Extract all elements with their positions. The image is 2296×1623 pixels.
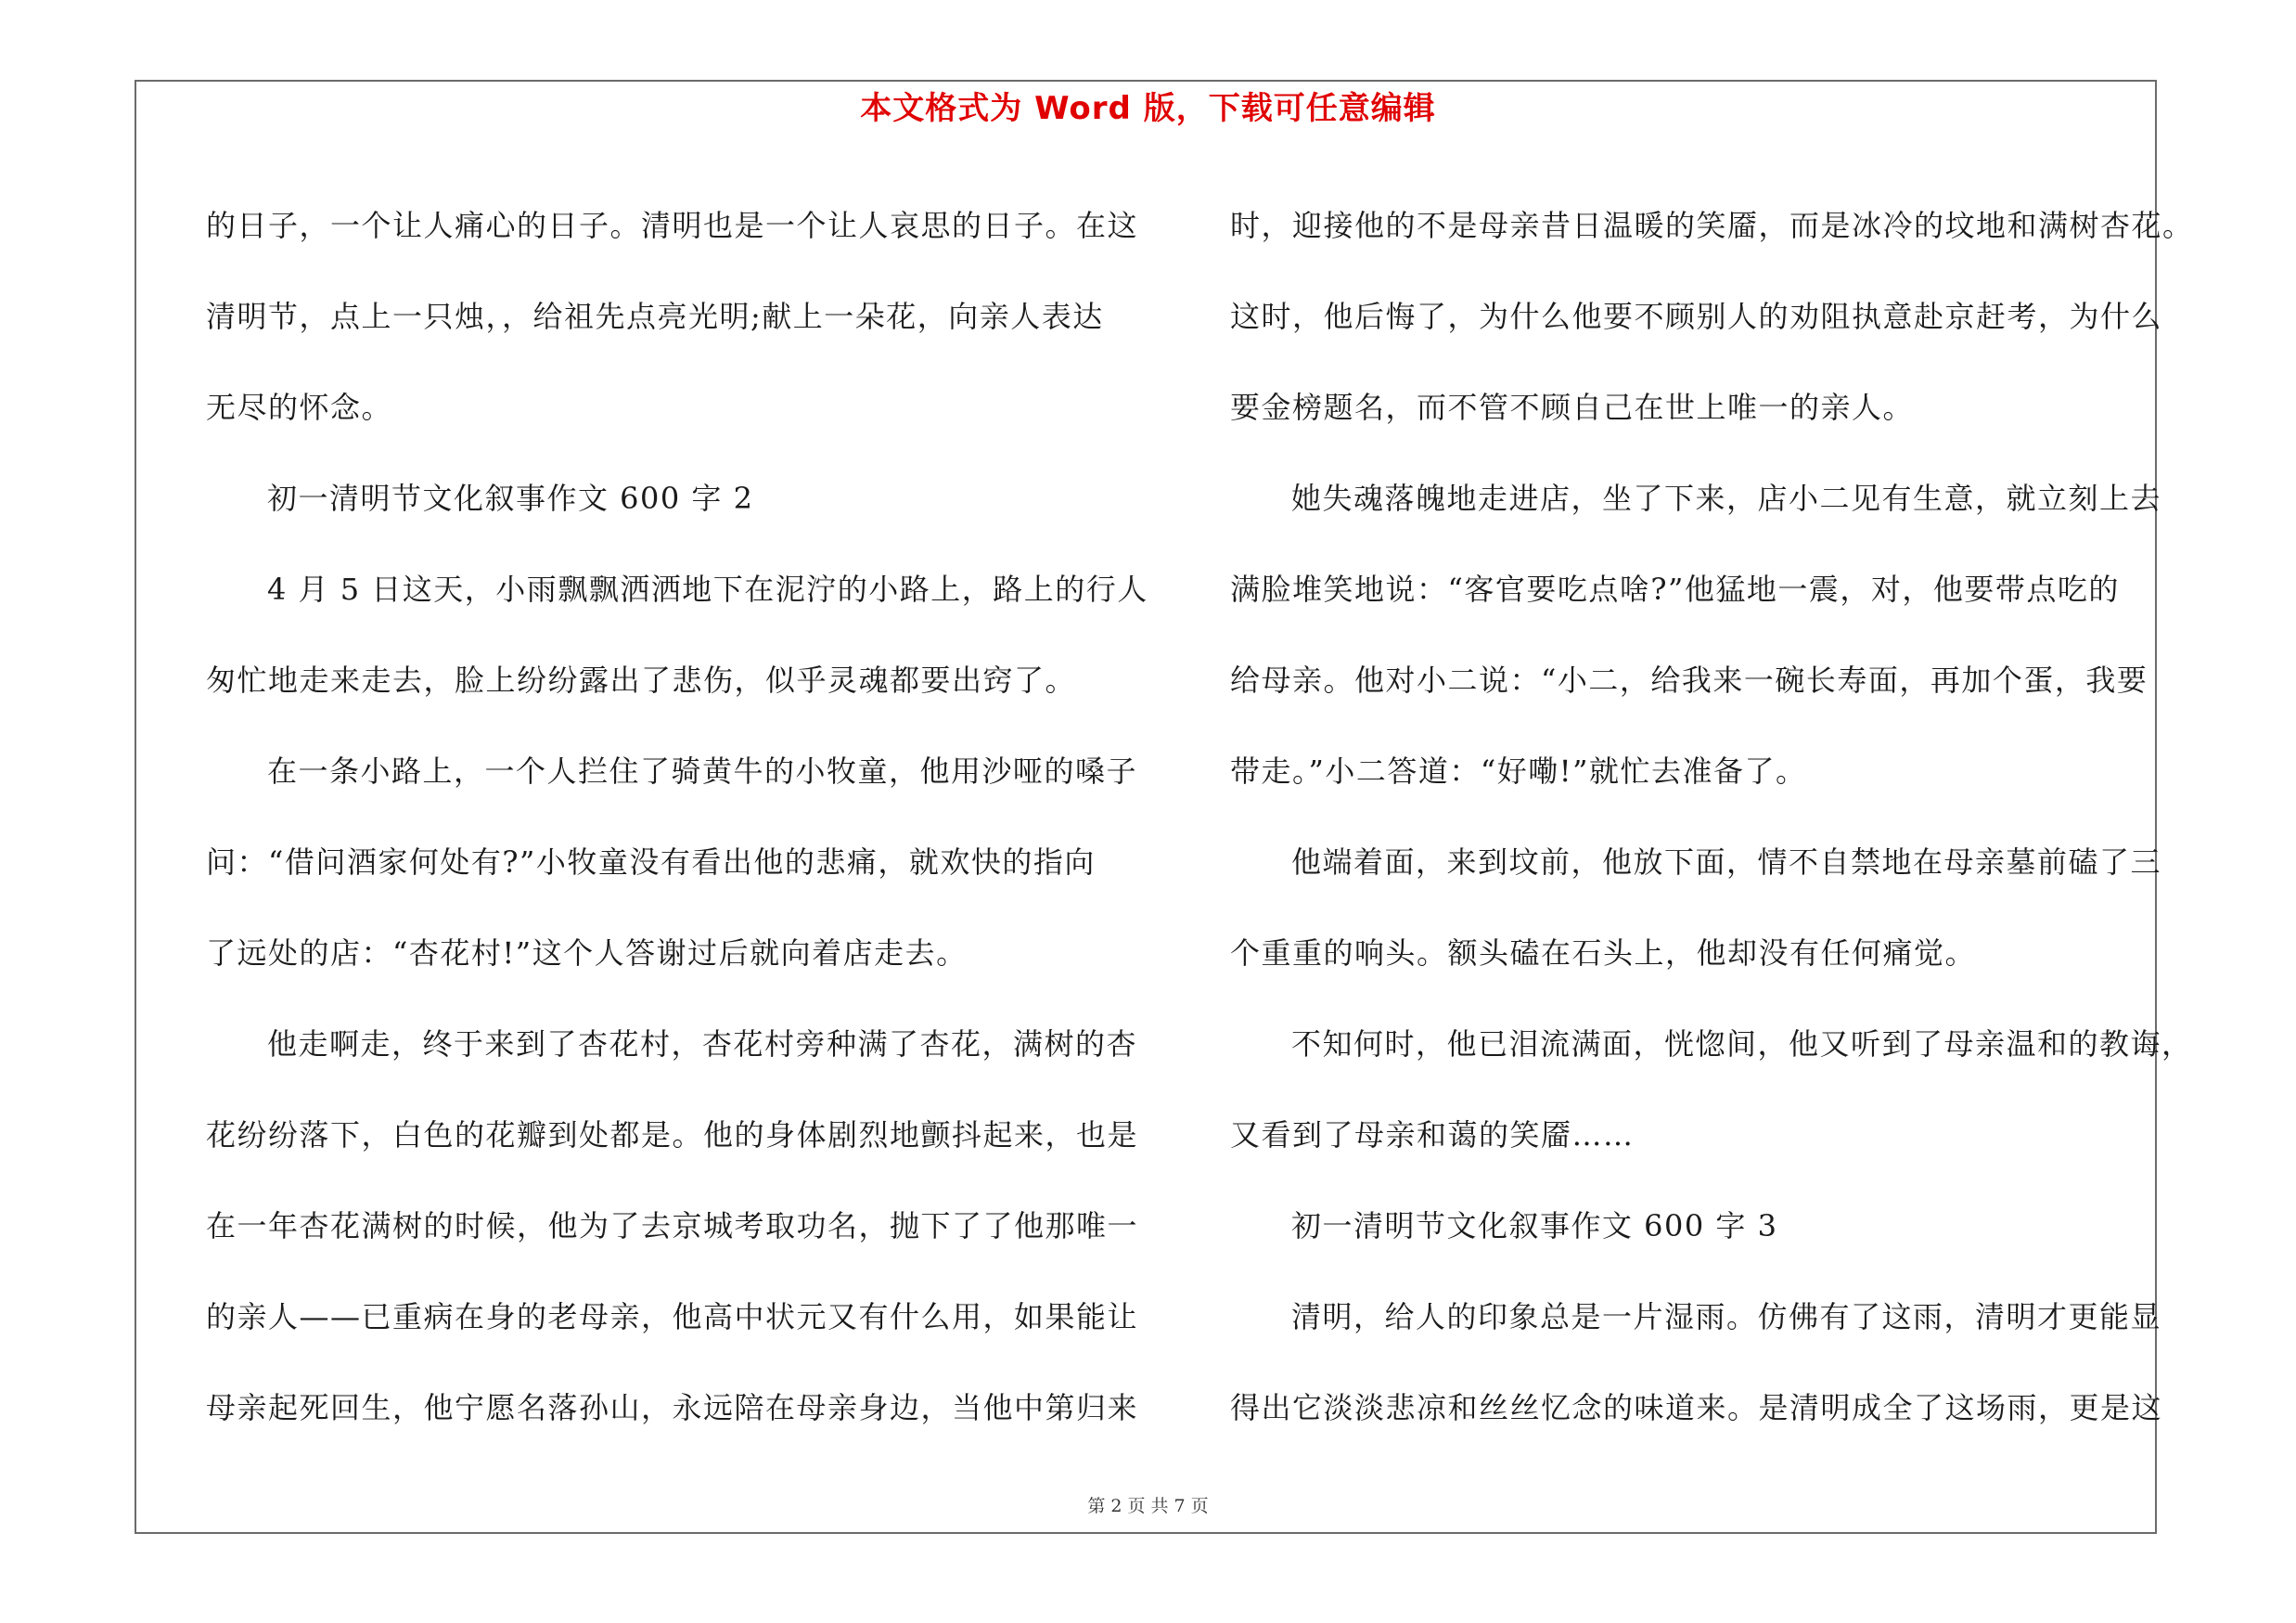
section-heading: 初一清明节文化叙事作文 600 字 3 (1291, 1208, 1778, 1243)
text-line: 他端着面，来到坟前，他放下面，情不自禁地在母亲墓前磕了三 (1291, 844, 2162, 880)
text-line: 了远处的店：“杏花村!”这个人答谢过后就向着店走去。 (206, 935, 968, 971)
text-line: 她失魂落魄地走进店，坐了下来，店小二见有生意，就立刻上去 (1291, 481, 2162, 516)
text-line: 的日子，一个让人痛心的日子。清明也是一个让人哀思的日子。在这 (206, 208, 1139, 243)
section-heading: 初一清明节文化叙事作文 600 字 2 (267, 481, 754, 516)
text-line: 在一年杏花满树的时候，他为了去京城考取功名，抛下了了他那唯一 (206, 1208, 1139, 1243)
text-line: 要金榜题名，而不管不顾自己在世上唯一的亲人。 (1230, 390, 1915, 425)
text-line: 得出它淡淡悲凉和丝丝忆念的味道来。是清明成全了这场雨，更是这 (1230, 1390, 2163, 1425)
text-line: 无尽的怀念。 (206, 390, 393, 425)
text-line: 问：“借问酒家何处有?”小牧童没有看出他的悲痛，就欢快的指向 (206, 844, 1096, 880)
text-line: 母亲起死回生，他宁愿名落孙山，永远陪在母亲身边，当他中第归来 (206, 1390, 1139, 1425)
document-header-title: 本文格式为 Word 版，下载可任意编辑 (860, 90, 1436, 127)
text-line: 带走。”小二答道：“好嘞!”就忙去准备了。 (1230, 754, 1807, 789)
right-text-column (1230, 180, 2194, 1453)
text-line: 又看到了母亲和蔼的笑靥…… (1230, 1117, 1635, 1153)
text-line: 清明，给人的印象总是一片湿雨。仿佛有了这雨，清明才更能显 (1291, 1299, 2162, 1334)
text-line: 个重重的响头。额头磕在石头上，他却没有任何痛觉。 (1230, 935, 1977, 971)
text-line: 不知何时，他已泪流满面，恍惚间，他又听到了母亲温和的教诲， (1291, 1026, 2193, 1062)
text-line: 清明节，点上一只烛，，给祖先点亮光明;献上一朵花，向亲人表达 (206, 299, 1104, 334)
left-text-column (206, 180, 1148, 1453)
page-number-footer: 第 2 页 共 7 页 (1087, 1496, 1209, 1516)
text-line: 给母亲。他对小二说：“小二，给我来一碗长寿面，再加个蛋，我要 (1230, 663, 2148, 698)
text-line: 的亲人——已重病在身的老母亲，他高中状元又有什么用，如果能让 (206, 1299, 1139, 1334)
text-line: 时，迎接他的不是母亲昔日温暖的笑靥，而是冰冷的坟地和满树杏花。 (1230, 208, 2194, 243)
text-line: 4 月 5 日这天，小雨飘飘洒洒地下在泥泞的小路上，路上的行人 (267, 572, 1148, 607)
text-line: 在一条小路上，一个人拦住了骑黄牛的小牧童，他用沙哑的嗓子 (267, 754, 1138, 789)
text-line: 花纷纷落下，白色的花瓣到处都是。他的身体剧烈地颤抖起来，也是 (206, 1117, 1139, 1153)
text-line: 满脸堆笑地说：“客官要吃点啥?”他猛地一震，对，他要带点吃的 (1230, 572, 2120, 607)
text-line: 匆忙地走来走去，脸上纷纷露出了悲伤，似乎灵魂都要出窍了。 (206, 663, 1077, 698)
text-line: 他走啊走，终于来到了杏花村，杏花村旁种满了杏花，满树的杏 (267, 1026, 1138, 1062)
text-line: 这时，他后悔了，为什么他要不顾别人的劝阻执意赴京赶考，为什么 (1230, 299, 2163, 334)
